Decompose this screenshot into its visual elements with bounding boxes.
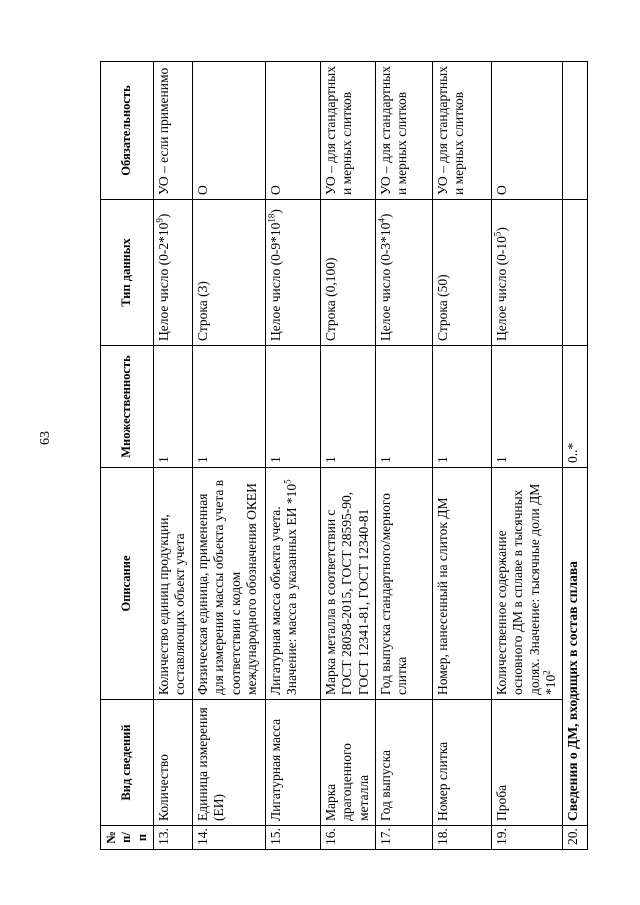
table-row	[375, 62, 432, 850]
cell-kind: Проба	[491, 700, 562, 826]
section-title: Сведения о ДМ, входящих в состав сплава	[562, 468, 587, 826]
data-type-exponent: 18	[266, 213, 277, 223]
table-row	[320, 62, 375, 850]
cell-multiplicity: 1	[432, 346, 491, 468]
cell-num: 17.	[375, 826, 432, 850]
data-type-exponent: 9	[154, 218, 165, 223]
cell-multiplicity: 1	[192, 346, 265, 468]
cell-data-type: Строка (50)	[432, 200, 491, 346]
cell-mandatory-empty	[562, 62, 587, 200]
page-number: 63	[38, 431, 53, 445]
cell-kind: Марка драгоценного металла	[320, 700, 375, 826]
table-row	[432, 62, 491, 850]
cell-num: 14.	[192, 826, 265, 850]
cell-num: 15.	[265, 826, 320, 850]
cell-data-type: Строка (0,100)	[320, 200, 375, 346]
cell-num: 18.	[432, 826, 491, 850]
cell-mandatory: УО – для стандартных и мерных слитков	[375, 62, 432, 200]
table-header-row	[101, 62, 154, 850]
cell-num: 16.	[320, 826, 375, 850]
cell-description: Номер, нанесенный на слиток ДМ	[432, 468, 491, 700]
cell-description: Физическая единица, примененная для измерения массы объекта учета в соответствии с кодом международного обозначения ОКЕИ	[192, 468, 265, 700]
cell-multiplicity: 0..*	[562, 346, 587, 468]
header-num	[101, 826, 154, 850]
table-row	[192, 62, 265, 850]
cell-description: Год выпуска стандартного/мерного слитка	[375, 468, 432, 700]
header-kind: Вид сведений	[101, 700, 154, 826]
cell-description: Марка металла в соответствии с ГОСТ 28058-2015, ГОСТ 28595-90, ГОСТ 12341-81, ГОСТ 12340-81	[320, 468, 375, 700]
description-text: Лигатурная масса объекта учета. Значение: масса в указанных ЕИ *10	[267, 483, 300, 695]
cell-description	[491, 468, 562, 700]
cell-description: Количество единиц продукции, составляющих объект учета	[153, 468, 192, 700]
cell-mandatory: О	[491, 62, 562, 200]
data-type-text: Целое число (0-10	[493, 236, 509, 341]
header-data-type: Тип данных	[101, 200, 154, 346]
table-row	[153, 62, 192, 850]
data-type-end: )	[377, 213, 393, 219]
data-table	[100, 61, 588, 850]
cell-multiplicity: 1	[265, 346, 320, 468]
data-type-text: Целое число (0-9*10	[267, 222, 283, 341]
cell-kind: Номер слитка	[432, 700, 491, 826]
table-row	[265, 62, 320, 850]
cell-multiplicity: 1	[491, 346, 562, 468]
cell-description	[265, 468, 320, 700]
cell-kind: Единица измерения (ЕИ)	[192, 700, 265, 826]
table-row	[491, 62, 562, 850]
data-type-end: )	[493, 227, 509, 232]
data-type-exponent: 4	[376, 218, 387, 223]
cell-kind: Лигатурная масса	[265, 700, 320, 826]
cell-data-type	[153, 200, 192, 346]
cell-kind: Год выпуска	[375, 700, 432, 826]
cell-data-type	[491, 200, 562, 346]
cell-data-type	[375, 200, 432, 346]
data-type-end: )	[155, 213, 171, 219]
description-exponent: 2	[541, 670, 552, 675]
data-type-exponent: 5	[492, 231, 503, 237]
description-exponent: 5	[282, 479, 293, 484]
cell-mandatory: О	[265, 62, 320, 200]
cell-mandatory: УО – для стандартных и мерных слитков	[320, 62, 375, 200]
cell-multiplicity: 1	[375, 346, 432, 468]
cell-data-type	[265, 200, 320, 346]
header-multiplicity: Множественность	[101, 346, 154, 468]
cell-num: 19.	[491, 826, 562, 850]
cell-mandatory: О	[192, 62, 265, 200]
cell-data-type-empty	[562, 200, 587, 346]
cell-multiplicity: 1	[320, 346, 375, 468]
section-row	[562, 62, 587, 850]
cell-data-type: Строка (3)	[192, 200, 265, 346]
data-type-end: )	[267, 209, 283, 214]
cell-mandatory: УО – если применимо	[153, 62, 192, 200]
data-type-text: Целое число (0-3*10	[377, 222, 393, 341]
cell-multiplicity: 1	[153, 346, 192, 468]
header-description: Описание	[101, 468, 154, 700]
cell-mandatory: УО – для стандартных и мерных слитков	[432, 62, 491, 200]
header-num-line2: п/п	[119, 832, 149, 843]
cell-num: 13.	[153, 826, 192, 850]
header-mandatory: Обязательность	[101, 62, 154, 200]
cell-num: 20.	[562, 826, 587, 850]
data-type-text: Целое число (0-2*10	[155, 222, 171, 341]
header-num-line1: №	[104, 831, 118, 844]
description-text: Количественное содержание основного ДМ в сплаве в тысячных долях. Значение: тысячные доли ДМ *10	[493, 483, 559, 695]
cell-kind: Количество	[153, 700, 192, 826]
rotated-table-container	[100, 62, 580, 850]
